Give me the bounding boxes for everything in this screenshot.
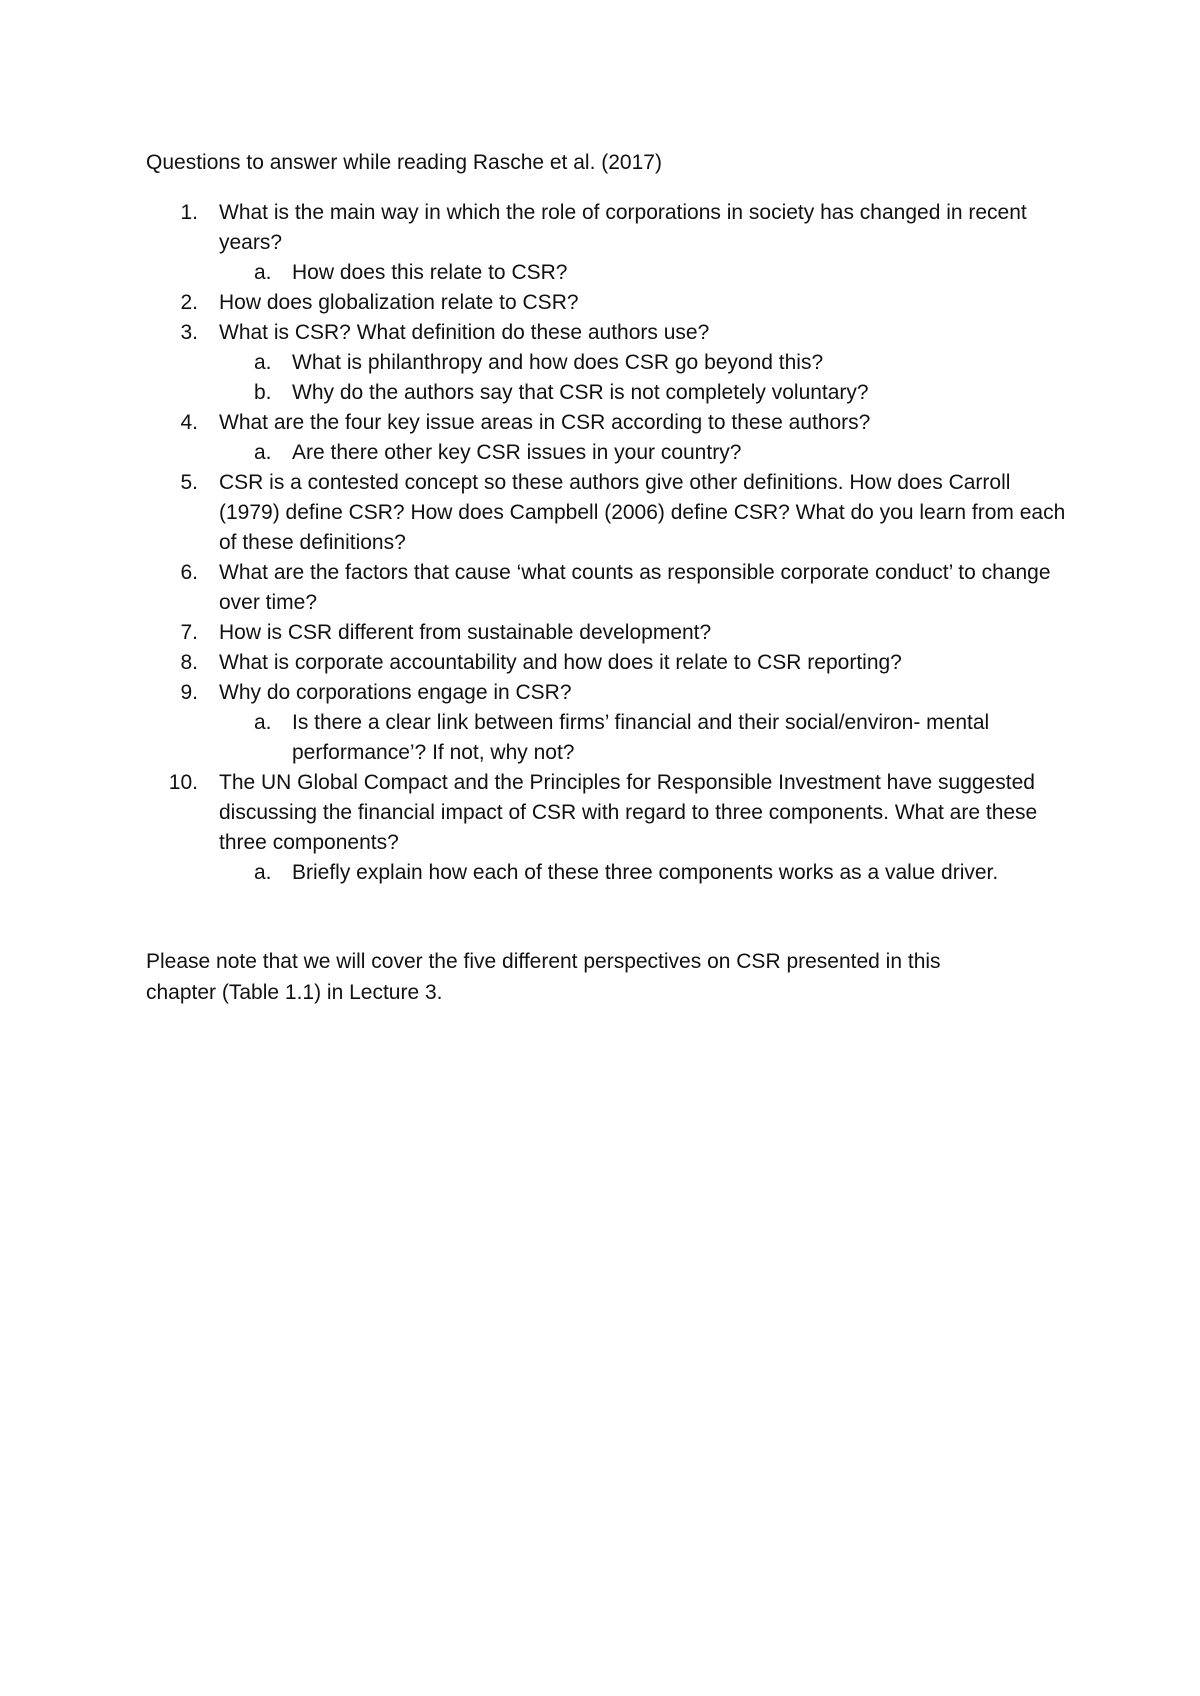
question-item	[146, 648, 1076, 678]
question-text: What are the four key issue areas in CSR according to these authors?	[219, 411, 871, 434]
question-number: 8.	[180, 651, 198, 674]
question-number: 10.	[168, 771, 198, 794]
sub-question-list	[219, 348, 1076, 408]
question-text: What is corporate accountability and how does it relate to CSR reporting?	[219, 651, 902, 674]
sub-question-list	[219, 438, 1076, 468]
question-item	[146, 558, 1076, 618]
sub-question-list	[219, 858, 1076, 888]
sub-question-item	[219, 438, 1076, 468]
question-item	[146, 768, 1076, 888]
question-text: What is the main way in which the role of corporations in society has changed in recent years?	[219, 201, 1027, 254]
sub-question-item	[219, 708, 1076, 768]
sub-question-text: Briefly explain how each of these three components works as a value driver.	[292, 861, 999, 884]
question-text: Why do corporations engage in CSR?	[219, 681, 572, 704]
question-text: How is CSR different from sustainable development?	[219, 621, 712, 644]
sub-question-letter: a.	[254, 261, 272, 284]
sub-question-list	[219, 708, 1076, 768]
sub-question-text: How does this relate to CSR?	[292, 261, 568, 284]
question-number: 1.	[180, 201, 198, 224]
closing-note: Please note that we will cover the five different perspectives on CSR presented in this chapter (Table 1.1) in Lecture 3.	[146, 950, 941, 1004]
question-number: 5.	[180, 471, 198, 494]
document-body	[146, 148, 1076, 1008]
sub-question-item	[219, 378, 1076, 408]
question-text: How does globalization relate to CSR?	[219, 291, 579, 314]
questions-list	[146, 198, 1076, 888]
question-number: 9.	[180, 681, 198, 704]
question-number: 2.	[180, 291, 198, 314]
sub-question-letter: b.	[254, 381, 272, 404]
sub-question-text: What is philanthropy and how does CSR go beyond this?	[292, 351, 824, 374]
document-heading: Questions to answer while reading Rasche et al. (2017)	[146, 151, 662, 174]
question-number: 3.	[180, 321, 198, 344]
sub-question-item	[219, 858, 1076, 888]
question-item	[146, 678, 1076, 768]
sub-question-letter: a.	[254, 711, 272, 734]
sub-question-letter: a.	[254, 861, 272, 884]
question-number: 6.	[180, 561, 198, 584]
sub-question-letter: a.	[254, 441, 272, 464]
question-item	[146, 408, 1076, 468]
sub-question-text: Why do the authors say that CSR is not completely voluntary?	[292, 381, 869, 404]
sub-question-item	[219, 258, 1076, 288]
sub-question-item	[219, 348, 1076, 378]
question-text: The UN Global Compact and the Principles for Responsible Investment have suggested discussing the financial impact of CSR with regard to three components. What are these three components?	[219, 771, 1038, 854]
question-item	[146, 318, 1076, 408]
sub-question-letter: a.	[254, 351, 272, 374]
question-item	[146, 198, 1076, 288]
question-text: What is CSR? What definition do these authors use?	[219, 321, 710, 344]
question-number: 7.	[180, 621, 198, 644]
question-text: What are the factors that cause ‘what counts as responsible corporate conduct’ to change over time?	[219, 561, 1051, 614]
sub-question-text: Is there a clear link between firms’ financial and their social/environ- mental performance’? If not, why not?	[292, 711, 990, 764]
question-item	[146, 468, 1076, 558]
question-number: 4.	[180, 411, 198, 434]
question-text: CSR is a contested concept so these authors give other definitions. How does Carroll (1979) define CSR? How does Campbell (2006) define CSR? What do you learn from each of these definitions?	[219, 471, 1066, 554]
question-item	[146, 288, 1076, 318]
sub-question-text: Are there other key CSR issues in your country?	[292, 441, 742, 464]
question-item	[146, 618, 1076, 648]
sub-question-list	[219, 258, 1076, 288]
